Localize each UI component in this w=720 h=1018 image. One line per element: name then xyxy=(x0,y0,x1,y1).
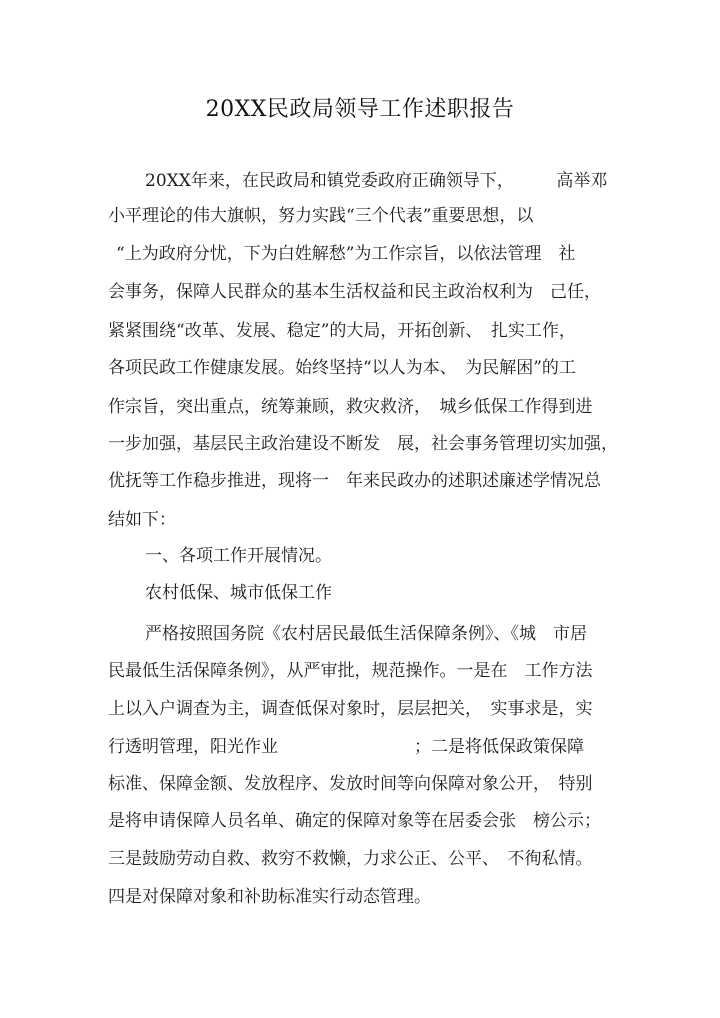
paragraph-line: 作宗旨，突出重点，统筹兼顾，救灾救济， 城乡低保工作得到进 xyxy=(108,397,593,417)
paragraph-line: 四是对保障对象和补助标准实行动态管理。 xyxy=(108,887,431,907)
paragraph-line: 优抚等工作稳步推进，现将一 年来民政办的述职述廉述学情况总 xyxy=(108,471,601,491)
paragraph-line: 上以入户调查为主，调查低保对象时，层层把关， 实事求是，实 xyxy=(108,699,593,719)
document-title: 20XX民政局领导工作述职报告 xyxy=(205,97,515,122)
paragraph-line: 一步加强，基层民主政治建设不断发 展，社会事务管理切实加强， xyxy=(108,434,618,454)
paragraph-line: 是将申请保障人员名单、确定的保障对象等在居委会张 榜公示； xyxy=(108,811,601,831)
paragraph-line: 小平理论的伟大旗帜，努力实践“三个代表”重要思想，以 xyxy=(108,206,534,226)
paragraph-line: 结如下： xyxy=(108,510,176,530)
paragraph-line: “上为政府分忧，下为白姓解愁”为工作宗旨，以依法管理 社 xyxy=(116,244,576,264)
section-heading: 一、各项工作开展情况。 xyxy=(145,546,332,566)
subsection-heading: 农村低保、城市低保工作 xyxy=(145,583,332,603)
paragraph-line: 会事务，保障人民群众的基本生活权益和民主政治权利为 己任， xyxy=(108,282,601,302)
paragraph-line: 三是鼓励劳动自救、救穷不救懒，力求公正、公平、 不徇私情。 xyxy=(108,849,593,869)
paragraph-line: 行透明管理，阳光作业 ；二是将低保政策保障 xyxy=(108,737,584,757)
paragraph-line: 20XX年来，在民政局和镇党委政府正确领导下， 高举邓 xyxy=(145,171,608,191)
paragraph-line: 民最低生活保障条例》，从严审批，规范操作。一是在 工作方法 xyxy=(108,661,593,681)
paragraph-line: 严格按照国务院《农村居民最低生活保障条例》、《城 市居 xyxy=(145,624,587,644)
paragraph-line: 各项民政工作健康发展。始终坚持“以人为本、 为民解困”的工 xyxy=(108,358,576,378)
paragraph-line: 标准、保障金额、发放程序、发放时间等向保障对象公开， 特别 xyxy=(108,774,593,794)
paragraph-line: 紧紧围绕“改革、发展、稳定”的大局，开拓创新、 扎实工作， xyxy=(108,321,576,341)
